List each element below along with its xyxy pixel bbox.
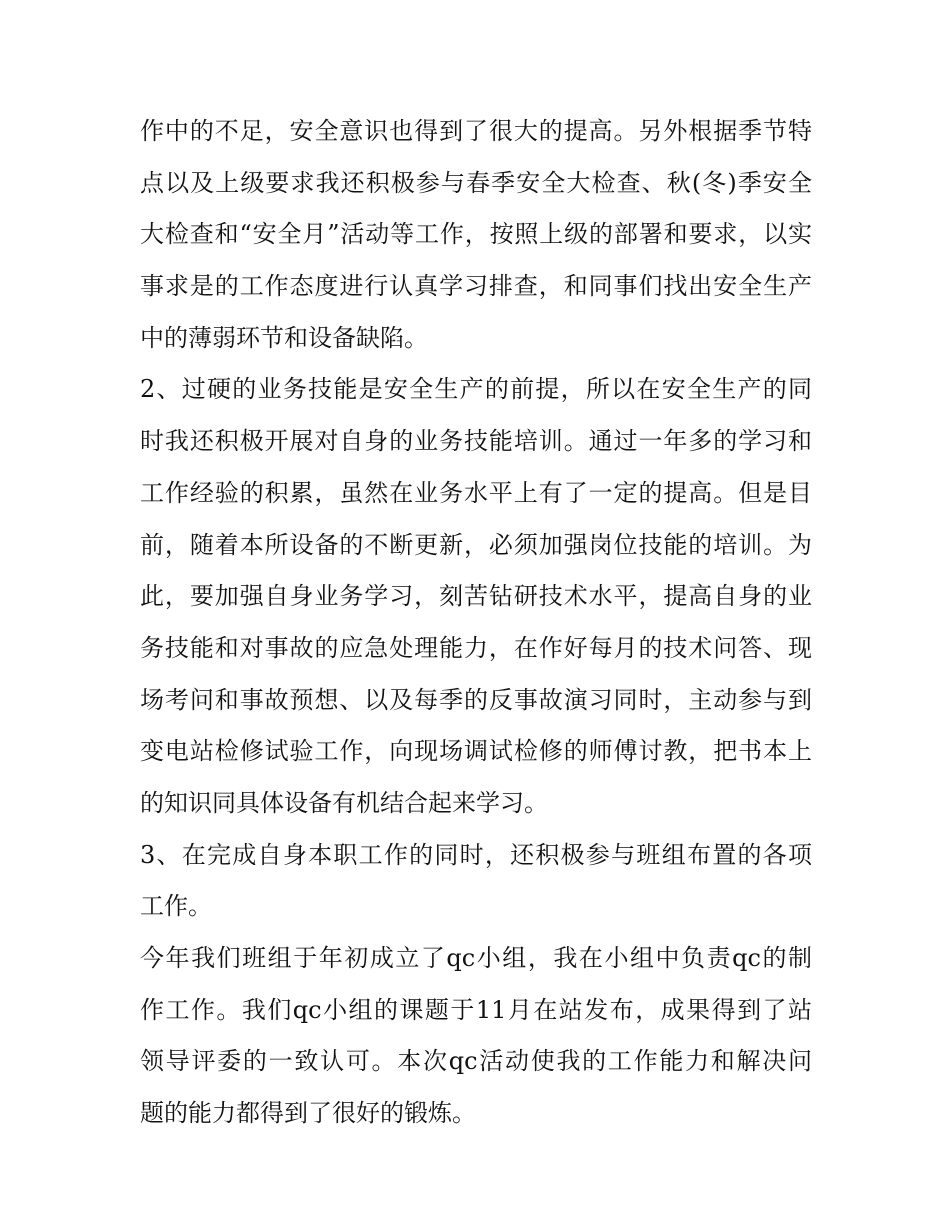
text-line: 事求是的工作态度进行认真学习排查，和同事们找出安全生产	[140, 272, 812, 301]
text-line: 点以及上级要求我还积极参与春季安全大检查、秋(冬)季安全	[140, 168, 812, 197]
text-line: 工作经验的积累，虽然在业务水平上有了一定的提高。但是目	[140, 478, 812, 507]
text-line: 今年我们班组于年初成立了qc小组，我在小组中负责qc的制	[140, 944, 812, 972]
text-line: 场考问和事故预想、以及每季的反事故演习同时，主动参与到	[140, 685, 812, 714]
text-line: 前，随着本所设备的不断更新，必须加强岗位技能的培训。为	[140, 530, 812, 559]
text-line: 时我还积极开展对自身的业务技能培训。通过一年多的学习和	[140, 427, 812, 456]
text-line: 3、在完成自身本职工作的同时，还积极参与班组布置的各项	[140, 840, 812, 869]
text-line: 中的薄弱环节和设备缺陷。	[140, 323, 428, 352]
text-line: 作工作。我们qc小组的课题于11月在站发布，成果得到了站	[140, 995, 812, 1024]
document-page	[140, 110, 812, 1144]
text-line: 领导评委的一致认可。本次qc活动使我的工作能力和解决问	[140, 1047, 812, 1076]
text-line: 作中的不足，安全意识也得到了很大的提高。另外根据季节特	[140, 117, 812, 145]
text-line: 的知识同具体设备有机结合起来学习。	[140, 788, 548, 817]
text-line: 题的能力都得到了很好的锻炼。	[140, 1099, 476, 1128]
text-line: 务技能和对事故的应急处理能力，在作好每月的技术问答、现	[140, 633, 812, 662]
text-line: 变电站检修试验工作，向现场调试检修的师傅讨教，把书本上	[140, 737, 812, 766]
text-line: 工作。	[140, 892, 212, 921]
text-line: 此，要加强自身业务学习，刻苦钻研技术水平，提高自身的业	[140, 582, 812, 611]
text-line: 2、过硬的业务技能是安全生产的前提，所以在安全生产的同	[140, 375, 812, 404]
text-line: 大检查和“安全月”活动等工作，按照上级的部署和要求，以实	[140, 220, 812, 249]
